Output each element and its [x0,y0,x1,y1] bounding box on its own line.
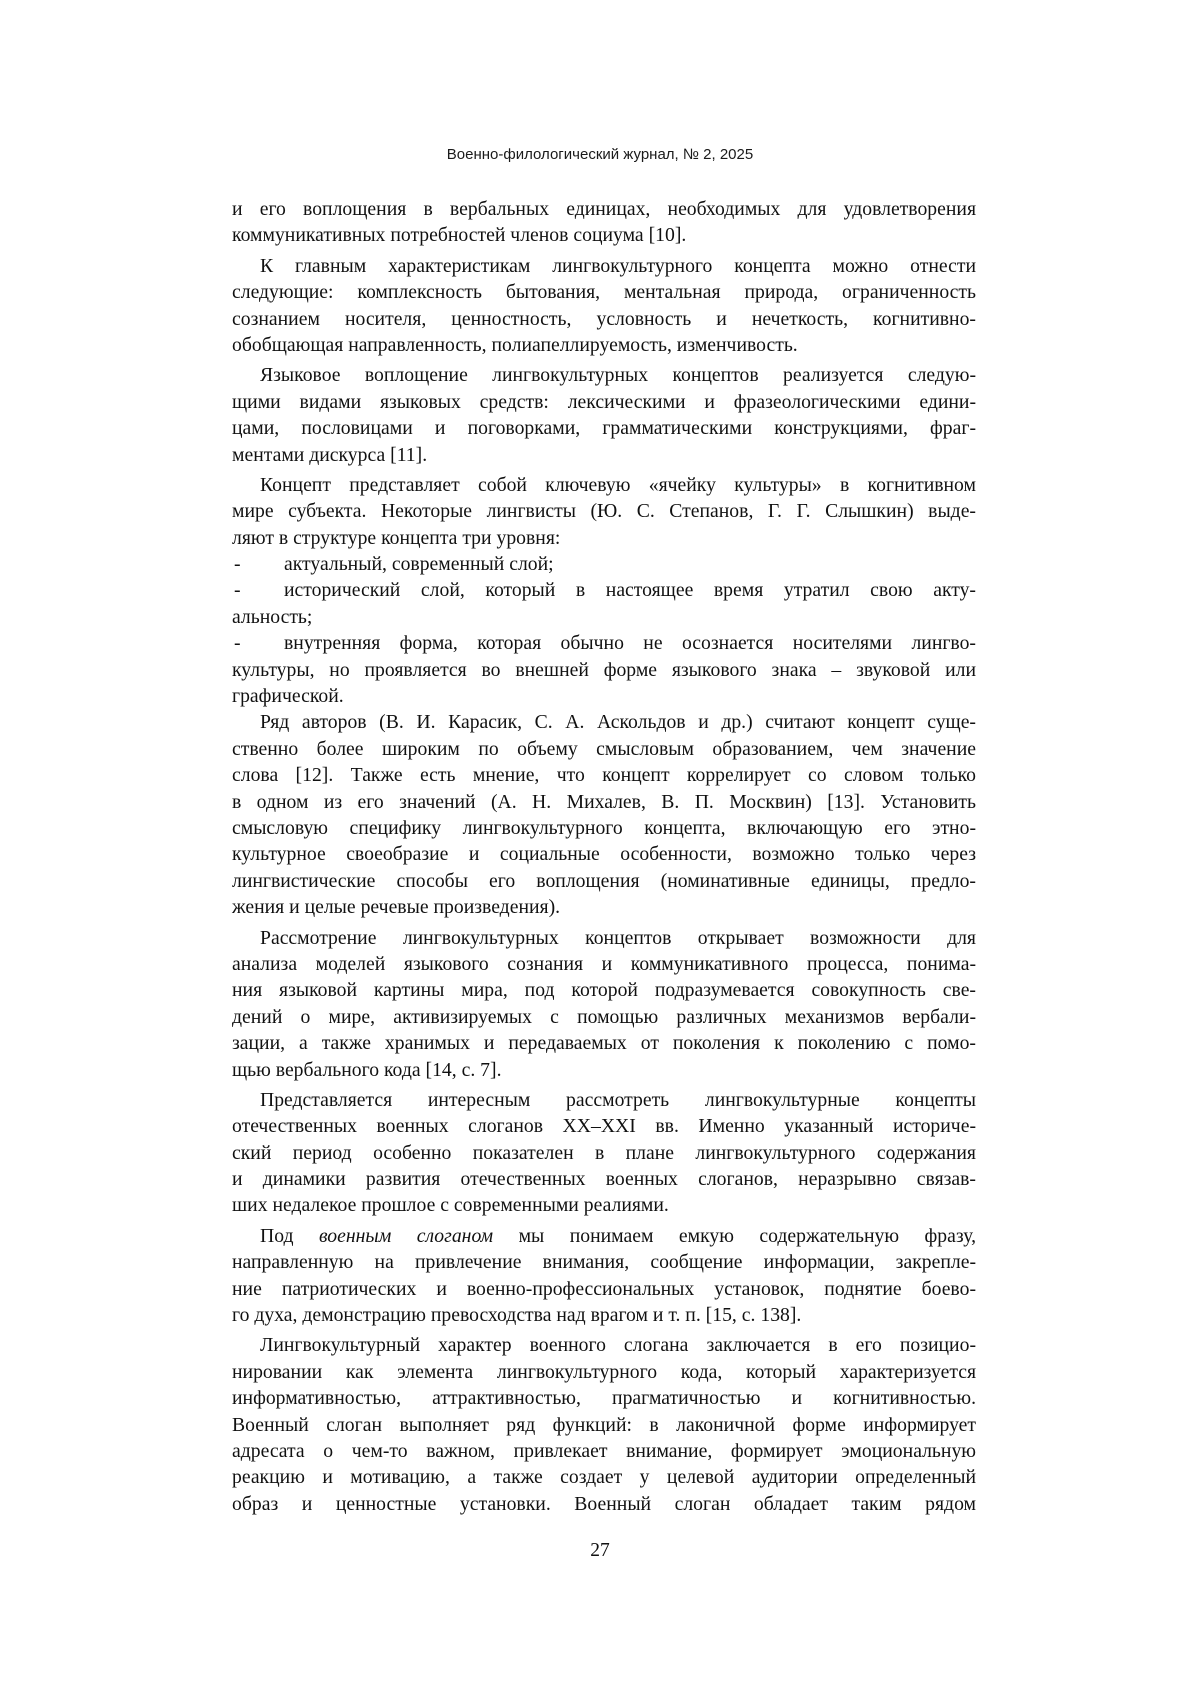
text-line: ляют в структуре концепта три уровня: [232,526,561,549]
text-line: сознанием носителя, ценностность, условность и нечеткость, когнитивно- [232,307,976,330]
text-line: культуры, но проявляется во внешней форме языкового знака – звуковой или [232,658,976,681]
paragraph [232,362,976,468]
text-line: дений о мире, активизируемых с помощью различных механизмов вербали- [232,1005,976,1028]
paragraph [232,1223,976,1329]
text-line: и динамики развития отечественных военных слоганов, неразрывно связав- [232,1168,976,1191]
text-line: лингвистические способы его воплощения (номинативные единицы, предло- [232,869,976,892]
text-fragment: мы понимаем емкую содержательную фразу, [493,1224,977,1247]
article-body [232,196,976,1517]
text-line [232,1223,976,1249]
text-line: обобщающая направленность, полиапеллируемость, изменчивость. [232,333,798,356]
text-line: и его воплощения в вербальных единицах, необходимых для удовлетворения [232,198,976,220]
italic-term: военным слоганом [318,1224,494,1247]
text-line: ния языковой картины мира, под которой подразумевается совокупность све- [232,979,976,1002]
page-number: 27 [590,1540,610,1561]
paragraph [232,196,976,249]
paragraph [232,1087,976,1219]
text-line: ский период особенно показателен в плане лингвокультурного содержания [232,1141,976,1164]
paragraph [232,253,976,359]
text-line: следующие: комплексность бытования, ментальная природа, ограниченность [232,281,976,304]
text-line: го духа, демонстрацию превосходства над врагом и т. п. [15, с. 138]. [232,1304,802,1327]
text-line: образ и ценностные установки. Военный слоган обладает таким рядом [232,1492,976,1515]
text-line: цами, пословицами и поговорками, грамматическими конструкциями, фраг- [232,417,976,440]
text-line: адресата о чем-то важном, привлекает внимание, формирует эмоциональную [232,1439,976,1462]
text-line: слова [12]. Также есть мнение, что концепт коррелирует со словом только [232,764,976,787]
text-line: ших недалекое прошлое с современными реалиями. [232,1194,669,1217]
text-line: Концепт представляет собой ключевую «ячейку культуры» в когнитивном [260,473,976,496]
list-item [232,577,976,630]
text-line: К главным характеристикам лингвокультурного концепта можно отнести [260,254,976,277]
list-item [232,630,976,709]
text-line: актуальный, современный слой; [284,553,554,576]
list-item [232,551,976,577]
text-line: мире субъекта. Некоторые лингвисты (Ю. С. Степанов, Г. Г. Слышкин) выде- [232,500,976,523]
text-line: Военный слоган выполняет ряд функций: в лаконичной форме информирует [232,1413,976,1436]
paragraph [232,1332,976,1517]
text-line: исторический слой, который в настоящее время утратил свою акту- [284,579,976,602]
dash-marker: - [234,553,241,576]
text-line: щими видами языковых средств: лексическими и фразеологическими едини- [232,390,976,413]
paragraph [232,925,976,1083]
paragraph [232,472,976,551]
text-line: анализа моделей языкового сознания и коммуникативного процесса, понима- [232,952,976,975]
text-line: реакцию и мотивацию, а также создает у целевой аудитории определенный [232,1466,976,1489]
text-line: в одном из его значений (А. Н. Михалев, В. П. Москвин) [13]. Установить [232,790,976,813]
text-line: ментами дискурса [11]. [232,443,428,466]
text-line: Лингвокультурный характер военного слогана заключается в его позицио- [260,1334,976,1357]
text-line: нировании как элемента лингвокультурного кода, который характеризуется [232,1360,976,1383]
text-line: щью вербального кода [14, с. 7]. [232,1058,502,1081]
text-line: альность; [232,605,313,628]
text-fragment: Под [260,1224,319,1247]
text-line: коммуникативных потребностей членов социума [10]. [232,224,687,247]
text-line: информативностью, аттрактивностью, прагматичностью и когнитивностью. [232,1387,976,1410]
text-line: культурное своеобразие и социальные особенности, возможно только через [232,843,976,866]
text-line: Представляется интересным рассмотреть лингвокультурные концепты [260,1088,976,1111]
concept-levels-list [232,551,976,709]
dash-marker: - [234,632,241,655]
running-header: Военно-филологический журнал, № 2, 2025 [446,146,754,163]
text-line: Рассмотрение лингвокультурных концептов открывает возможности для [260,926,976,949]
text-line: направленную на привлечение внимания, сообщение информации, закрепле- [232,1251,976,1274]
text-line: графической. [232,685,344,708]
text-line: смысловую специфику лингвокультурного концепта, включающую его этно- [232,816,976,839]
paragraph [232,709,976,920]
text-line: Языковое воплощение лингвокультурных концептов реализуется следую- [260,364,976,387]
text-line: отечественных военных слоганов XX–XXI вв. Именно указанный историче- [232,1115,976,1138]
text-line: зации, а также хранимых и передаваемых от поколения к поколению с помо- [232,1032,976,1055]
text-line: Ряд авторов (В. И. Карасик, С. А. Аскольдов и др.) считают концепт суще- [260,711,976,734]
text-line: ственно более широким по объему смысловым образованием, чем значение [232,737,976,760]
text-line: ние патриотических и военно-профессиональных установок, поднятие боево- [232,1277,976,1300]
text-line: внутренняя форма, которая обычно не осознается носителями лингво- [284,632,976,655]
text-line: жения и целые речевые произведения). [232,896,561,919]
dash-marker: - [234,579,241,602]
